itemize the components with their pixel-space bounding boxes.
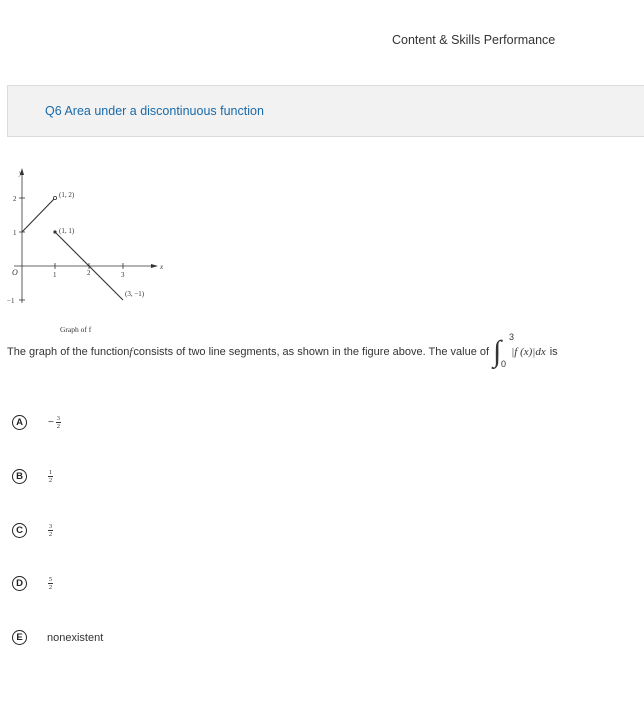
x-tick-label-2: 2 — [87, 269, 91, 277]
choice-d-denominator: 2 — [48, 584, 53, 591]
choice-e[interactable] — [12, 630, 103, 645]
choice-e-value: nonexistent — [47, 631, 104, 644]
choice-c-fraction — [48, 523, 53, 538]
choice-d-letter: D — [12, 576, 27, 591]
question-text — [7, 332, 558, 369]
choice-a-sign: − — [48, 417, 54, 428]
point-label-3-neg1: (3, −1) — [125, 290, 145, 298]
choice-c-numerator: 3 — [48, 523, 53, 530]
segment-1 — [22, 198, 55, 232]
question-title: Q6 Area under a discontinuous function — [45, 104, 264, 118]
choice-c-denominator: 2 — [48, 531, 53, 538]
integral-expression — [493, 332, 546, 369]
question-text-after: consists of two line segments, as shown in the figure above. The value of — [133, 346, 490, 358]
y-axis-label: y — [19, 169, 23, 177]
choice-c[interactable] — [12, 523, 53, 538]
point-label-1-2: (1, 2) — [59, 191, 75, 199]
question-header-bar — [7, 85, 644, 137]
y-tick-label-neg1: −1 — [7, 297, 15, 305]
choice-a-numerator: 3 — [56, 415, 60, 422]
x-axis-label: x — [160, 263, 164, 271]
x-tick-label-3: 3 — [121, 271, 125, 279]
choice-d[interactable] — [12, 576, 53, 591]
integral-upper-bound: 3 — [509, 332, 515, 342]
function-graph — [4, 163, 169, 338]
point-label-1-1: (1, 1) — [59, 227, 75, 235]
choice-b-numerator: 1 — [48, 469, 53, 476]
choice-b-fraction — [48, 469, 53, 484]
graph-caption: Graph of f — [60, 325, 92, 334]
integrand: |f (x)|dx — [511, 346, 546, 358]
x-axis-arrow — [151, 264, 158, 268]
choice-a[interactable] — [12, 415, 61, 430]
choice-a-value — [48, 415, 61, 430]
closed-point-1-1 — [53, 230, 56, 233]
choice-d-fraction — [48, 576, 53, 591]
choice-a-letter: A — [12, 415, 27, 430]
choice-b[interactable] — [12, 469, 53, 484]
choice-c-value — [48, 523, 53, 538]
y-tick-label-2: 2 — [13, 195, 17, 203]
open-point-1-2 — [53, 196, 56, 199]
integral-sign: ∫ 3 0 — [493, 332, 515, 369]
integral-lower-bound: 0 — [501, 359, 507, 369]
choice-c-letter: C — [12, 523, 27, 538]
question-text-before: The graph of the function — [7, 346, 130, 358]
choice-e-letter: E — [12, 630, 27, 645]
choice-b-denominator: 2 — [48, 477, 53, 484]
choice-b-value — [48, 469, 53, 484]
choice-d-numerator: 5 — [48, 576, 53, 583]
origin-label: O — [12, 268, 18, 277]
y-tick-label-1: 1 — [13, 229, 17, 237]
question-text-end: is — [549, 346, 558, 358]
choice-d-value — [48, 576, 53, 591]
choice-b-letter: B — [12, 469, 27, 484]
content-skills-performance-link[interactable]: Content & Skills Performance — [392, 33, 556, 47]
choice-a-fraction — [56, 415, 61, 430]
choice-a-denominator: 2 — [56, 423, 60, 430]
function-variable: f — [129, 346, 133, 358]
x-tick-label-1: 1 — [53, 271, 57, 279]
